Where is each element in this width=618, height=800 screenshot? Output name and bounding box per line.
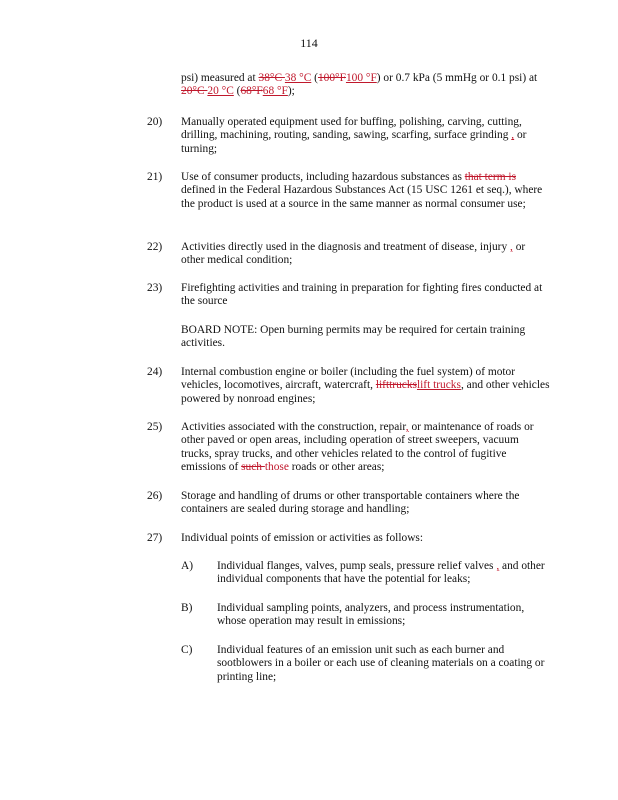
item-22-text: Activities directly used in the diagnosis and treatment of disease, injury , or other medical condition; [181,241,526,267]
inserted-text: lift trucks [416,379,461,392]
subitem-letter: B) [181,602,193,614]
inserted-mark: , [496,560,500,572]
subitem-a-text: Individual flanges, valves, pump seals, pressure relief valves , and other individual components that have the potential for leaks; [217,560,545,586]
inserted-text: 100 °F [345,72,377,84]
subitem-letter: C) [181,644,193,656]
deleted-text: 38°C [258,72,285,84]
item-number: 23) [147,282,163,294]
subitem-letter: A) [181,560,194,572]
deleted-text: 68°F [240,85,263,98]
deleted-text: 20°C [181,85,208,98]
item-number: 27) [147,532,163,544]
item-number: 26) [147,490,163,502]
page-number: 114 [300,36,318,50]
deleted-text: that term is [464,171,516,183]
inserted-text: 20 °C [207,85,234,98]
board-note: BOARD NOTE: Open burning permits may be required for certain training activities. [181,324,526,350]
item-number: 22) [147,241,163,253]
subitem-c-text: Individual features of an emission unit such as each burner and sootblowers in a boiler or each use of cleaning materials on a coating or printing line; [217,644,545,683]
deleted-text: such [241,461,265,474]
item-21-text: Use of consumer products, including hazardous substances as that term is defined in the Federal Hazardous Substances Act (15 USC 1261 et seq.), where the product is used at a source in the same manner as normal consumer use; [181,171,543,210]
continuation-paragraph: psi) measured at 38°C 38 °C (100°F100 °F) or 0.7 kPa (5 mmHg or 0.1 psi) at 20°C 20 °C (68°F68 °F); [181,72,538,98]
item-number: 25) [147,421,163,433]
subitem-b-text: Individual sampling points, analyzers, and process instrumentation, whose operation may result in emissions; [217,602,525,628]
inserted-text: those [264,461,289,474]
inserted-mark: , [510,241,513,253]
deleted-text: lifttrucks [375,379,417,392]
inserted-text: 68 °F [262,85,288,98]
item-20-text: Manually operated equipment used for buffing, polishing, carving, cutting, drilling, machining, routing, sanding, sawing, scarfing, surface grinding , or turning; [181,116,527,155]
item-number: 21) [147,171,163,183]
inserted-mark: , [511,129,515,142]
item-number: 24) [147,366,163,378]
deleted-text: 100°F [317,72,346,84]
item-23-text: Firefighting activities and training in preparation for fighting fires conducted at the source [181,282,543,308]
item-25-text: Activities associated with the construction, repair, or maintenance of roads or other paved or open areas, including operation of street sweepers, vacuum trucks, spray trucks, and other vehicles related to the control of fugitive emissions of such those roads or other areas; [181,421,534,474]
inserted-mark: , [405,421,409,433]
item-26-text: Storage and handling of drums or other transportable containers where the containers are sealed during storage and handling; [181,490,520,516]
inserted-text: 38 °C [284,72,312,84]
item-number: 20) [147,116,163,128]
item-24-text: Internal combustion engine or boiler (including the fuel system) of motor vehicles, locomotives, aircraft, watercraft, lifttruckslift trucks, and other vehicles powered by nonroad engines; [181,366,550,405]
item-27-text: Individual points of emission or activities as follows: [181,532,424,544]
